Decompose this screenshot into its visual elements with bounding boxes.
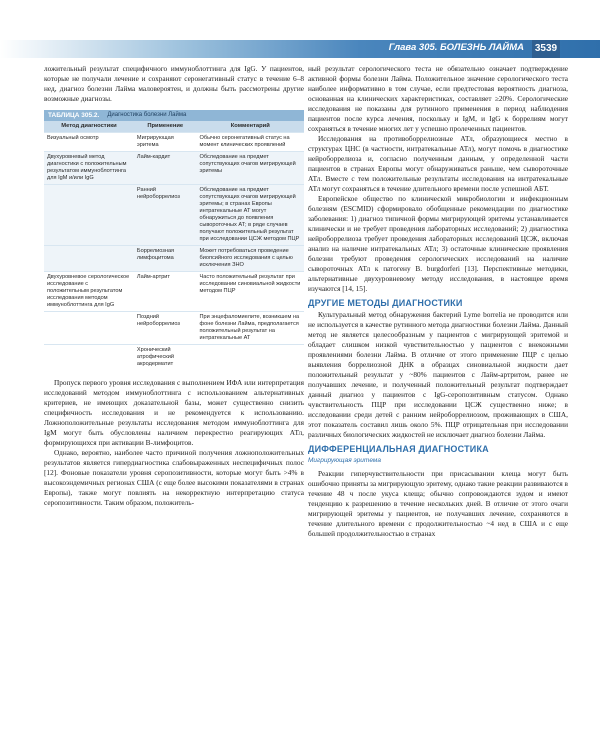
right-column [308,64,568,539]
table-cell: Боррелиозная лимфоцитома [136,248,175,261]
table-row [44,344,304,370]
table-row [44,311,304,344]
paragraph: Реакции гиперчувствительности при присасывании клеща могут быть ошибочно приняты за мигрирующую эритему, однако такие реакции развиваются в течение 48 ч после укуса клеща; обычно сопровождаются зудом и имеют тенденцию к разрешению в течение нескольких дней. В отличие от этого очаги мигрирующей эритемы у пациентов, не получавших лечение, сохраняются в течение длительного времени с продолжительностью ~4 нед в США и с еще большей продолжительностью в странах [308,469,569,538]
table-row [44,271,304,311]
table-row [44,151,304,184]
page-number: 3539 [532,40,560,58]
table-header-row [44,121,304,132]
table-header-cell: Метод диагностики [61,123,117,129]
table-cell [44,314,134,342]
table-cell: Поздний нейроборрелиоз [136,314,180,327]
table-title-bar [44,110,304,121]
paragraph: ложительный результат специфичного иммуноблоттинга для IgG. У пациентов, которые не получали лечение и сохраняют серонегативный статус в течение 6–8 нед, диагноз болезни Лайма маловероятен, и должны быть рассмотрены другие возможные диагнозы. [44,64,304,103]
table-cell [44,187,134,243]
section-heading-differential-diagnosis: ДИФФЕРЕНЦИАЛЬНАЯ ДИАГНОСТИКА [308,444,489,454]
table-cell: Обследование на предмет сопутствующих очагов мигрирующей эритемы; в странах Европы интратекальные АТ могут обнаружиться до появления сывороточных АТ; в ряде случаев получают положительный результат при исследовании ЦСЖ методом ПЦР [199,187,300,242]
table-cell: Мигрирующая эритема [136,135,174,148]
table-row [44,184,304,245]
table-cell: Ранний нейроборрелиоз [136,187,180,200]
subsection-heading-erythema-migrans: Мигрирующая эритема [308,457,381,464]
chapter-title: Глава 305. БОЛЕЗНЬ ЛАЙМА [388,42,524,53]
table-row [44,245,304,271]
table-cell: Хронический атрофический акродерматит [136,347,174,367]
paragraph: Однако, вероятно, наиболее часто причиной получения ложноположительных результатов является гипердиагностика слабовыраженных неспецифичных полос [12]. Фоновые показатели уровня серопозитивности, которые могут быть >4% в высокоэндемичных регионах США (с еще более высокими показателями в странах Европы), также могут повлиять на некорректную интерпретацию статуса серопозитивности. Таким образом, положитель- [44,448,304,507]
paragraph: Европейское общество по клинической микробиологии и инфекционным болезням (ESCMID) сформировало обобщенные рекомендации по диагностике заболевания: 1) диагноз типичной формы мигрирующей эритемы устанавливается клинически и не требует проведения лабораторных исследований; 2) диагностика нейроборрелиоза требует проведения лабораторных исследований ЦСЖ, включая анализ на наличие интратекальных АТл; 3) остаточные клинические проявления болезни требуют проведения серологических исследований на наличие сывороточных АТл к патогену B. burgdorferi [13]. Перспективные методики, альтернативные двухуровневому методу исследования, в настоящее время изучаются [14, 15]. [308,194,568,293]
table-cell: Двухуровневый метод диагностики с положительным результатом иммуноблоттинга для IgM и/или IgG [47,154,127,181]
table-cell: Может потребоваться проведение биопсийного исследования с целью исключения ЗНО [199,248,293,268]
table-caption: Диагностика болезни Лайма [107,112,187,118]
table-cell: Двухуровневое серологическое исследование с положительным результатом исследования методом иммуноблоттинга для IgG [47,274,130,308]
table-cell [197,347,304,368]
table-cell [44,347,134,368]
table-cell: При энцефаломиелите, возникшем на фоне болезни Лайма, предполагается положительный результат на интратекальные АТ [199,314,300,341]
table-cell: Обследование на предмет сопутствующих очагов мигрирующей эритемы [199,154,296,174]
paragraph: ный результат серологического теста не обязательно означает подтверждение активной формы болезни Лайма. Положительное значение серологического теста наиболее информативно в том случае, если предтестовая вероятность диагноза, основанная на клинических характеристиках, составляет ≥20%. Серологические исследования не показаны для рутинного применения в период наблюдения пациентов после курса лечения, поскольку и IgM, и IgG к боррелиям могут сохраняться в течение многих лет у успешно пролеченных пациентов. [308,64,568,133]
table-cell: Часто положительный результат при исследовании синовиальной жидкости методом ПЦР [199,274,301,294]
table-header-cell: Комментарий [230,123,270,129]
table-header-cell: Применение [147,123,184,129]
table-cell: Визуальный осмотр [47,135,99,141]
paragraph: Исследования на противоборрелиозные АТл, образующиеся местно в структурах ЦНС (в частности, интратекальные АТл), могут помочь в диагностике нейроборрелиоза и, согласно полученным данным, у определенной части пациентов в странах Европы могут обнаруживаться раньше, чем сывороточные АТл. Вместе с тем положительные результаты исследования на интратекальные АТл могут сохраняться в течение длительного времени после успешной АБТ. [308,134,568,193]
table-row [44,132,304,151]
table-cell [44,248,134,269]
table-cell: Обычно серонегативный статус на момент клинических проявлений [199,135,290,148]
left-column [44,64,304,508]
table-cell: Лайм-артрит [136,274,170,280]
paragraph: Пропуск первого уровня исследования с выполнением ИФА или интерпретация исследований методом иммуноблоттинга с использованием альтернативных критериев, не имеющих доказательной базы, может существенно снизить специфичность исследования и не рекомендуется к использованию. Ложноположительные результаты исследования методом иммуноблоттинга для IgM могут быть обусловлены наличием перекрестно реагирующих АТл, формирующихся при активации В-лимфоцитов. [44,378,304,447]
diagnostics-table [44,110,304,370]
table-cell: Лайм-кардит [136,154,171,160]
section-heading-other-methods: ДРУГИЕ МЕТОДЫ ДИАГНОСТИКИ [308,298,463,308]
paragraph: Культуральный метод обнаружения бактерий Lyme borrelia не проводится или не используется в качестве рутинного метода диагностики болезни Лайма. Данный метод не является целесообразным у пациентов с мигрирующей эритемой и обладает слишком низкой чувствительностью у пациентов с внекожными проявлениями болезни Лайма. В отличие от этого применение ПЦР с целью выявления боррелиозной ДНК в образцах синовиальной жидкости дает положительный результат у ~80% пациентов с Лайм-артритом, ранее не получавших лечение, и полученный положительный результат подтверждает данный диагноз у пациентов с IgG-серопозитивным статусом. Однако чувствительность ПЦР при исследовании ЦСЖ существенно ниже; в исследовании среди детей с ранним нейроборрелиозом, проживающих в США, этот показатель составил лишь около 5%. ПЦР отрицательная при исследовании различных биологических жидкостей не исключает диагноз болезни Лайма. [308,310,568,439]
table-number: ТАБЛИЦА 305.2. [48,112,100,119]
